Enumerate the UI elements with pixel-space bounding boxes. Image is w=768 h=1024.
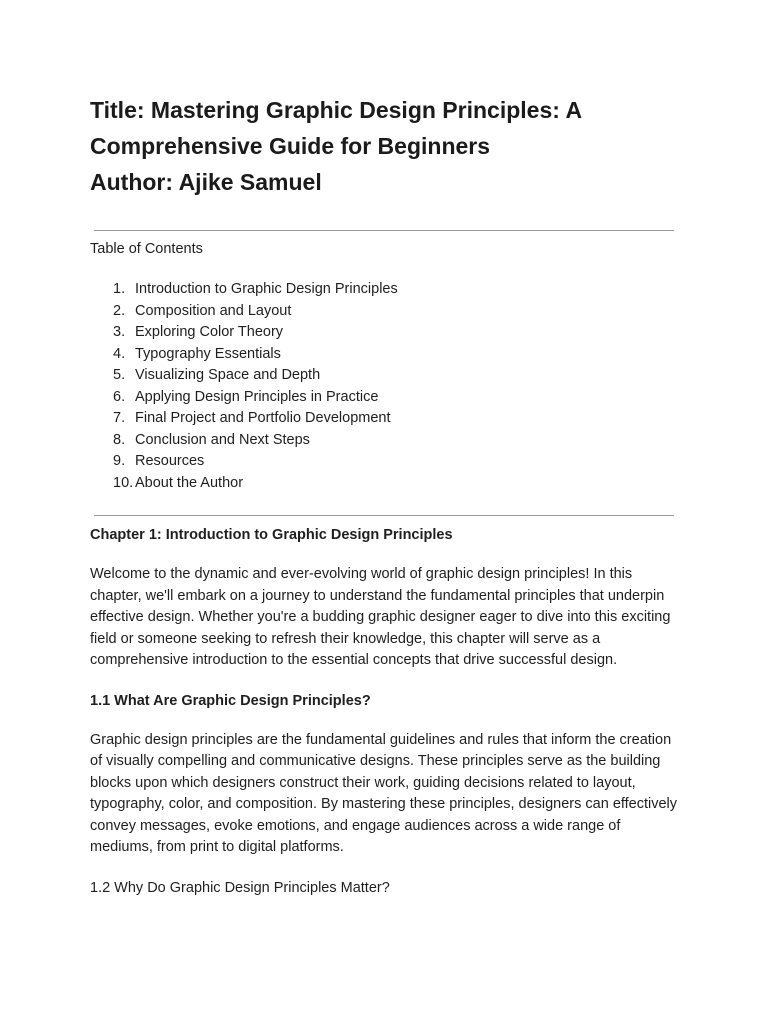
toc-item xyxy=(90,387,680,409)
toc-item-number-text: 2. xyxy=(113,302,126,319)
toc-item-number-text: 1. xyxy=(113,281,126,297)
toc-item-number xyxy=(90,451,135,473)
toc-item-label: Introduction to Graphic Design Principles xyxy=(135,281,398,297)
toc-item xyxy=(90,279,680,301)
toc-item-number-text: 7. xyxy=(113,410,126,426)
toc-item xyxy=(90,408,680,430)
toc-item-label: Applying Design Principles in Practice xyxy=(135,388,379,405)
chapter-heading: Chapter 1: Introduction to Graphic Design Principles xyxy=(90,527,453,543)
toc-item-number xyxy=(90,301,135,323)
toc-item xyxy=(90,451,680,473)
toc-item-label: Visualizing Space and Depth xyxy=(135,367,321,383)
toc-item-number xyxy=(90,430,135,452)
toc-item-label: Typography Essentials xyxy=(135,345,281,362)
toc-item-number xyxy=(90,408,135,430)
toc-item-number-text: 9. xyxy=(113,453,126,469)
toc-item-number xyxy=(90,322,135,344)
title-line-1: Title: Mastering Graphic Design Principles: A xyxy=(90,97,583,123)
chapter-intro-paragraph: Welcome to the dynamic and ever-evolving world of graphic design principles! In this chapter, we'll embark on a journey to understand the fundamental principles that underpin effective design. Whether you're a budding graphic designer eager to dive into this exciting field or someone seeking to refresh their knowledge, this chapter will serve as a comprehensive introduction to the essential concepts that drive successful design. xyxy=(90,566,671,668)
section-1-1-heading: 1.1 What Are Graphic Design Principles? xyxy=(90,692,371,709)
section-1-2-heading: 1.2 Why Do Graphic Design Principles Matter? xyxy=(90,879,390,896)
toc-item-label: About the Author xyxy=(135,474,244,491)
toc-item xyxy=(90,301,680,323)
divider-middle xyxy=(94,515,674,516)
toc-item-number-text: 3. xyxy=(113,324,126,340)
toc-item-label: Resources xyxy=(135,453,205,469)
toc-item-number-text: 10. xyxy=(113,474,134,491)
section-1-1-paragraph: Graphic design principles are the fundamental guidelines and rules that inform the creation of visually compelling and communicative designs. These principles serve as the building blocks upon which designers construct their work, guiding decisions related to layout, typography, color, and composition. By mastering these principles, designers can effectively convey messages, evoke emotions, and engage audiences across a wide range of mediums, from print to digital platforms. xyxy=(90,731,678,855)
toc-item-number xyxy=(90,365,135,387)
toc-item xyxy=(90,365,680,387)
author-line: Author: Ajike Samuel xyxy=(90,169,322,195)
toc-heading: Table of Contents xyxy=(90,241,203,257)
document-title-block xyxy=(90,92,680,200)
toc-item xyxy=(90,322,680,344)
toc-item-number-text: 8. xyxy=(113,431,126,448)
toc-item-number xyxy=(90,387,135,409)
toc-item xyxy=(90,473,680,495)
divider-top xyxy=(94,230,674,231)
toc-item-label: Composition and Layout xyxy=(135,302,292,319)
toc-item-label: Conclusion and Next Steps xyxy=(135,431,310,448)
toc-item-label: Exploring Color Theory xyxy=(135,324,284,340)
toc-item-number xyxy=(90,473,135,495)
title-line-2: Comprehensive Guide for Beginners xyxy=(90,133,491,159)
toc-item-number-text: 5. xyxy=(113,367,126,383)
toc-item-number-text: 4. xyxy=(113,345,126,362)
toc-item-label: Final Project and Portfolio Development xyxy=(135,410,391,426)
toc-list xyxy=(90,279,680,494)
toc-item-number-text: 6. xyxy=(113,388,126,405)
toc-item-number xyxy=(90,344,135,366)
toc-item xyxy=(90,430,680,452)
toc-item xyxy=(90,344,680,366)
toc-item-number xyxy=(90,279,135,301)
